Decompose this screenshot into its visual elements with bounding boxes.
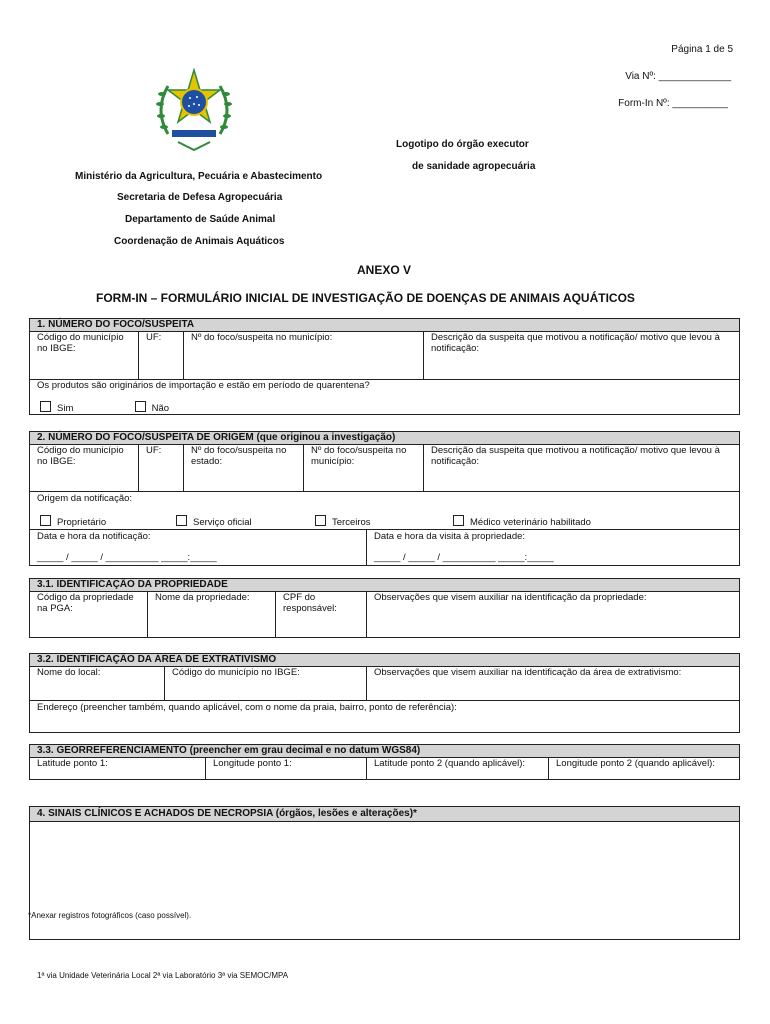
checkbox-icon[interactable] bbox=[176, 515, 187, 526]
section-3-3-header: 3.3. GEORREFERENCIAMENTO (preencher em grau decimal e no datum WGS84) bbox=[30, 745, 739, 758]
origin-option-vet-label: Médico veterinário habilitado bbox=[470, 517, 591, 528]
secretariat-name: Secretaria de Defesa Agropecuária bbox=[117, 192, 283, 203]
origin-option-third-label: Terceiros bbox=[332, 517, 371, 528]
checkbox-icon[interactable] bbox=[40, 515, 51, 526]
quarantine-question: Os produtos são originários de importação e estão em período de quarentena? bbox=[37, 380, 370, 391]
origin-option-third[interactable] bbox=[315, 515, 371, 528]
origin-option-owner[interactable] bbox=[40, 515, 106, 528]
origin-option-owner-label: Proprietário bbox=[57, 517, 107, 528]
department-name: Departamento de Saúde Animal bbox=[125, 214, 276, 225]
section-1 bbox=[29, 318, 740, 415]
origin-state-focus-field[interactable]: Nº do foco/suspeita no estado: bbox=[183, 444, 303, 491]
option-no-label: Não bbox=[151, 403, 170, 414]
property-notes-field[interactable]: Observações que visem auxiliar na identificação da propriedade: bbox=[366, 591, 739, 637]
section-2-header: 2. NÚMERO DO FOCO/SUSPEITA DE ORIGEM (que originou a investigação) bbox=[30, 432, 739, 445]
ibge-code-field[interactable]: Código do município no IBGE: bbox=[37, 332, 124, 354]
longitude-2-field[interactable]: Longitude ponto 2 (quando aplicável): bbox=[548, 757, 739, 779]
brazil-coat-of-arms-icon bbox=[148, 64, 240, 156]
form-title: FORM-IN – FORMULÁRIO INICIAL DE INVESTIGAÇÃO DE DOENÇAS DE ANIMAIS AQUÁTICOS bbox=[96, 291, 635, 305]
clinical-signs-field[interactable] bbox=[30, 821, 739, 939]
visit-date-field[interactable] bbox=[366, 529, 739, 565]
origin-option-vet[interactable] bbox=[453, 515, 591, 528]
checkbox-icon[interactable] bbox=[453, 515, 464, 526]
logo-label-line-1: Logotipo do órgão executor bbox=[396, 139, 529, 150]
annex-title: ANEXO V bbox=[357, 263, 412, 277]
notification-date-label: Data e hora da notificação: bbox=[37, 531, 151, 542]
origin-option-official-label: Serviço oficial bbox=[193, 517, 252, 528]
checkbox-icon[interactable] bbox=[40, 401, 51, 412]
ministry-name: Ministério da Agricultura, Pecuária e Abastecimento bbox=[75, 171, 323, 182]
property-name-field[interactable]: Nome da propriedade: bbox=[147, 591, 275, 637]
focus-number-field[interactable]: Nº do foco/suspeita no município: bbox=[183, 331, 423, 379]
origin-uf-field[interactable]: UF: bbox=[138, 444, 183, 491]
origin-ibge-code-field[interactable]: Código do município no IBGE: bbox=[37, 445, 124, 467]
notification-origin-label: Origem da notificação: bbox=[37, 493, 133, 504]
latitude-2-field[interactable]: Latitude ponto 2 (quando aplicável): bbox=[366, 757, 548, 779]
section-3-2 bbox=[29, 653, 740, 733]
page-number: Página 1 de 5 bbox=[671, 44, 733, 55]
extractive-ibge-code-field[interactable]: Código do município no IBGE: bbox=[164, 666, 366, 700]
uf-field[interactable]: UF: bbox=[138, 331, 183, 379]
suspicion-description-field[interactable]: Descrição da suspeita que motivou a notificação/ motivo que levou à notificação: bbox=[423, 331, 739, 379]
coordination-name: Coordenação de Animais Aquáticos bbox=[114, 236, 285, 247]
section-4-header: 4. SINAIS CLÍNICOS E ACHADOS DE NECROPSIA (órgãos, lesões e alterações)* bbox=[30, 807, 739, 822]
notification-date-field[interactable] bbox=[30, 529, 366, 565]
address-field[interactable]: Endereço (preencher também, quando aplicável, com o nome da praia, bairro, ponto de referência): bbox=[30, 700, 739, 732]
origin-description-field[interactable]: Descrição da suspeita que motivou a notificação/ motivo que levou à notificação: bbox=[423, 444, 739, 491]
footnote: *Anexar registros fotográficos (caso possível). bbox=[28, 911, 192, 920]
section-3-2-header: 3.2. IDENTIFICAÇÃO DA ÁREA DE EXTRATIVISMO bbox=[30, 654, 739, 667]
notification-origin-row bbox=[30, 491, 739, 529]
visit-date-label: Data e hora da visita à propriedade: bbox=[374, 531, 526, 542]
section-3-1 bbox=[29, 578, 740, 638]
form-in-number: Form-In Nº: __________ bbox=[618, 98, 728, 109]
visit-date-blank: _____ / _____ / __________ _____:_____ bbox=[374, 552, 554, 563]
via-number: Via Nº: _____________ bbox=[625, 71, 731, 82]
section-1-header: 1. NÚMERO DO FOCO/SUSPEITA bbox=[30, 319, 739, 332]
checkbox-icon[interactable] bbox=[315, 515, 326, 526]
origin-option-official[interactable] bbox=[176, 515, 252, 528]
option-yes[interactable] bbox=[40, 401, 132, 414]
pga-code-field[interactable]: Código da propriedade na PGA: bbox=[37, 592, 134, 614]
section-3-3 bbox=[29, 744, 740, 780]
notification-date-blank: _____ / _____ / __________ _____:_____ bbox=[37, 552, 217, 563]
latitude-1-field[interactable]: Latitude ponto 1: bbox=[37, 758, 108, 769]
quarantine-question-row bbox=[30, 379, 739, 414]
section-3-1-header: 3.1. IDENTIFICAÇÃO DA PROPRIEDADE bbox=[30, 579, 739, 592]
section-2 bbox=[29, 431, 740, 566]
location-name-field[interactable]: Nome do local: bbox=[37, 667, 101, 678]
option-no[interactable] bbox=[135, 403, 169, 414]
page-footer: 1ª via Unidade Veterinária Local 2ª via Laboratório 3ª via SEMOC/MPA bbox=[37, 971, 289, 980]
longitude-1-field[interactable]: Longitude ponto 1: bbox=[205, 757, 366, 779]
origin-municipal-focus-field[interactable]: Nº do foco/suspeita no município: bbox=[303, 444, 423, 491]
logo-label-line-2: de sanidade agropecuária bbox=[412, 161, 536, 172]
extractive-notes-field[interactable]: Observações que visem auxiliar na identificação da área de extrativismo: bbox=[366, 666, 739, 700]
owner-cpf-field[interactable]: CPF do responsável: bbox=[275, 591, 366, 637]
checkbox-icon[interactable] bbox=[135, 401, 146, 412]
option-yes-label: Sim bbox=[57, 403, 74, 414]
